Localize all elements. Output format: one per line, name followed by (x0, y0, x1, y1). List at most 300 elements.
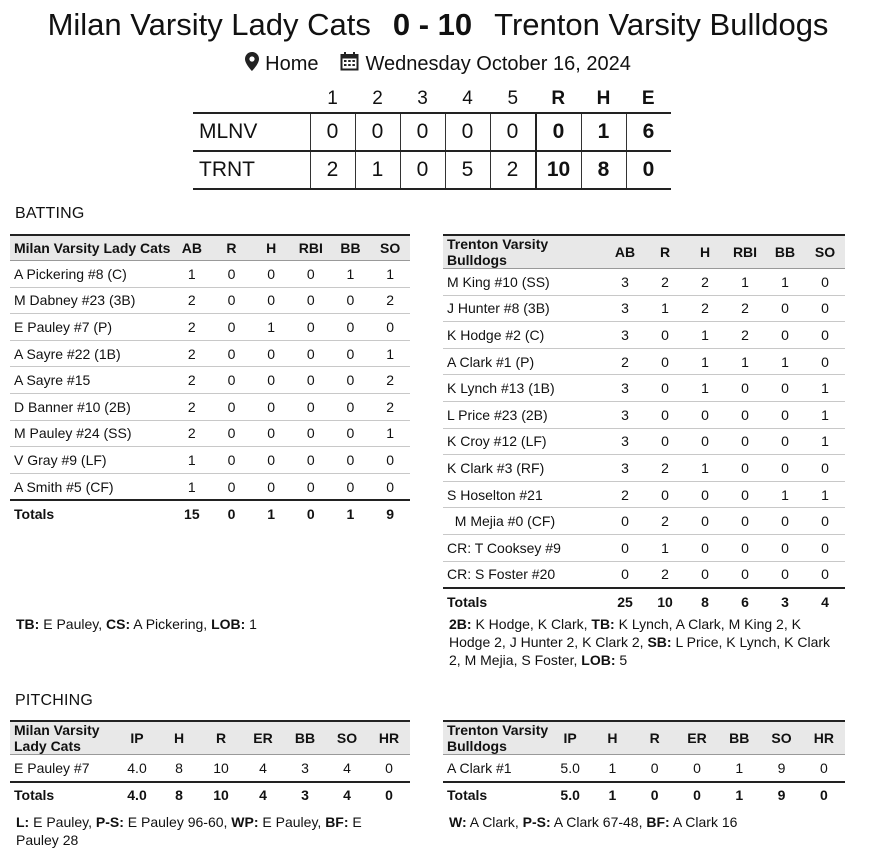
note-key: 2B: (449, 616, 472, 632)
stat-value: 0 (685, 534, 725, 561)
note-value: E Pauley 28 (16, 814, 362, 848)
totals-value: 0 (634, 782, 676, 809)
stat-value: 0 (605, 534, 645, 561)
stat-column-header: HR (368, 721, 410, 755)
stat-value: 0 (805, 561, 845, 588)
stat-value: 0 (725, 375, 765, 402)
hits-header: H (596, 88, 611, 109)
team-name-header: Trenton Varsity Bulldogs (443, 721, 549, 755)
stat-value: 0 (331, 393, 371, 420)
inning-runs: 2 (310, 151, 355, 189)
milan-batting-table (10, 234, 410, 527)
totals-value: 0 (368, 782, 410, 809)
stat-value: 0 (212, 367, 252, 394)
stat-value: 0 (212, 314, 252, 341)
stat-column-header: H (685, 235, 725, 269)
trenton-pitching-notes (449, 813, 845, 831)
stat-value: 0 (765, 455, 805, 482)
note-value: A Clark, (466, 814, 523, 830)
totals-value: 4 (805, 588, 845, 615)
stat-value: 1 (765, 348, 805, 375)
totals-value: 0 (676, 782, 718, 809)
inning-runs: 0 (355, 113, 400, 151)
stat-value: 0 (251, 473, 291, 500)
stat-value: 0 (725, 455, 765, 482)
stat-column-header: BB (284, 721, 326, 755)
totals-value: 4 (326, 782, 368, 809)
stat-value: 0 (291, 420, 331, 447)
stat-value: 0 (805, 269, 845, 296)
stat-column-header: RBI (291, 235, 331, 261)
stat-value: 0 (645, 322, 685, 349)
stat-value: 1 (370, 420, 410, 447)
stat-value: 10 (200, 755, 242, 782)
player-name: M Dabney #23 (3B) (10, 287, 172, 314)
stat-value: 0 (725, 401, 765, 428)
stat-value: 3 (605, 322, 645, 349)
stat-value: 0 (251, 340, 291, 367)
player-row (443, 375, 845, 402)
final-score: 0 - 10 (392, 7, 473, 42)
stat-value: 1 (685, 322, 725, 349)
stat-value: 0 (212, 340, 252, 367)
milan-pitching-notes (16, 813, 406, 849)
stat-value: 5.0 (549, 755, 591, 782)
player-row (443, 322, 845, 349)
note-key: BF: (646, 814, 670, 830)
inning-header: 4 (462, 88, 473, 109)
inning-runs: 0 (310, 113, 355, 151)
player-name: D Banner #10 (2B) (10, 393, 172, 420)
note-value: E Pauley 96-60, (123, 814, 232, 830)
player-row (10, 420, 410, 447)
stat-value: 4 (242, 755, 284, 782)
totals-value: 5.0 (549, 782, 591, 809)
stat-value: 0 (685, 401, 725, 428)
player-name: A Pickering #8 (C) (10, 261, 172, 288)
stat-value: 9 (760, 755, 802, 782)
stat-value: 0 (212, 393, 252, 420)
inning-header: 1 (327, 88, 338, 109)
player-name: M Mejia #0 (CF) (443, 508, 605, 535)
stat-value: 0 (634, 755, 676, 782)
totals-value: 1 (591, 782, 633, 809)
stat-value: 0 (331, 473, 371, 500)
stat-column-header: R (634, 721, 676, 755)
stat-value: 2 (605, 481, 645, 508)
stat-value: 2 (605, 348, 645, 375)
milan-pitching-table (10, 720, 410, 808)
stat-value: 0 (370, 447, 410, 474)
player-name: CR: S Foster #20 (443, 561, 605, 588)
stat-value: 0 (251, 420, 291, 447)
stat-value: 1 (370, 261, 410, 288)
stat-value: 0 (331, 287, 371, 314)
player-name: E Pauley #7 (P) (10, 314, 172, 341)
stat-value: 0 (251, 261, 291, 288)
note-value: A Pickering, (130, 616, 212, 632)
totals-value: 9 (370, 500, 410, 527)
stat-value: 1 (370, 340, 410, 367)
stat-column-header: SO (805, 235, 845, 269)
stat-value: 0 (605, 508, 645, 535)
stat-value: 0 (765, 534, 805, 561)
totals-value: 25 (605, 588, 645, 615)
stat-value: 0 (803, 755, 845, 782)
player-row (10, 473, 410, 500)
stat-value: 0 (765, 375, 805, 402)
stat-value: 1 (591, 755, 633, 782)
stat-column-header: H (251, 235, 291, 261)
line-score-header (193, 86, 671, 113)
player-name: M Pauley #24 (SS) (10, 420, 172, 447)
stat-column-header: BB (765, 235, 805, 269)
stat-column-header: ER (676, 721, 718, 755)
stat-column-header: ER (242, 721, 284, 755)
home-team-name: Milan Varsity Lady Cats (47, 7, 371, 42)
inning-runs: 2 (490, 151, 536, 189)
player-row (443, 481, 845, 508)
player-row (443, 269, 845, 296)
stat-column-header: RBI (725, 235, 765, 269)
player-name: E Pauley #7 (10, 755, 116, 782)
totals-row (10, 500, 410, 527)
player-row (10, 367, 410, 394)
stat-value: 3 (605, 455, 645, 482)
total-hits: 1 (581, 113, 626, 151)
stat-value: 0 (331, 340, 371, 367)
inning-header: 5 (507, 88, 519, 109)
player-row (443, 295, 845, 322)
total-runs: 10 (536, 151, 582, 189)
note-key: TB: (591, 616, 615, 632)
stat-value: 0 (331, 314, 371, 341)
stat-value: 0 (676, 755, 718, 782)
note-key: CS: (106, 616, 131, 632)
player-name: A Clark #1 (P) (443, 348, 605, 375)
stat-value: 0 (370, 314, 410, 341)
stat-value: 0 (212, 261, 252, 288)
stat-value: 0 (725, 534, 765, 561)
stat-column-header: SO (760, 721, 802, 755)
totals-value: 0 (212, 500, 252, 527)
stat-value: 1 (172, 473, 212, 500)
inning-header: 2 (372, 88, 383, 109)
stat-value: 1 (805, 428, 845, 455)
stat-value: 1 (765, 481, 805, 508)
stat-value: 2 (685, 295, 725, 322)
team-name-header: Milan Varsity Lady Cats (10, 235, 172, 261)
stat-value: 2 (685, 269, 725, 296)
player-row (443, 455, 845, 482)
player-name: A Clark #1 (443, 755, 549, 782)
total-hits: 8 (581, 151, 626, 189)
stat-value: 1 (685, 348, 725, 375)
player-row (443, 508, 845, 535)
stat-value: 0 (370, 473, 410, 500)
game-meta (0, 50, 876, 78)
stat-value: 3 (605, 375, 645, 402)
player-row (443, 401, 845, 428)
stat-column-header: R (200, 721, 242, 755)
pitching-section-label: PITCHING (15, 692, 94, 709)
totals-value: 15 (172, 500, 212, 527)
note-key: SB: (647, 634, 672, 650)
stat-value: 0 (685, 508, 725, 535)
note-value: E Pauley, (29, 814, 96, 830)
stat-value: 0 (605, 561, 645, 588)
stat-value: 0 (645, 401, 685, 428)
player-row (443, 561, 845, 588)
stat-column-header: AB (605, 235, 645, 269)
stat-value: 0 (685, 561, 725, 588)
player-name: CR: T Cooksey #9 (443, 534, 605, 561)
stat-column-header: IP (549, 721, 591, 755)
stat-column-header: HR (803, 721, 845, 755)
totals-value: 0 (291, 500, 331, 527)
player-row (443, 534, 845, 561)
stat-value: 2 (370, 367, 410, 394)
note-key: P-S: (522, 814, 551, 830)
totals-value: 4.0 (116, 782, 158, 809)
total-runs: 0 (536, 113, 582, 151)
stat-value: 3 (605, 428, 645, 455)
note-key: P-S: (95, 814, 124, 830)
player-row (10, 393, 410, 420)
stat-value: 0 (645, 428, 685, 455)
map-pin-icon (245, 51, 259, 79)
stat-column-header: SO (370, 235, 410, 261)
team-abbrev: MLNV (199, 120, 258, 143)
stat-value: 0 (805, 295, 845, 322)
note-value: A Clark 67-48, (550, 814, 647, 830)
stat-value: 0 (805, 508, 845, 535)
stat-value: 0 (765, 561, 805, 588)
line-score-row (193, 113, 671, 151)
player-name: A Sayre #22 (1B) (10, 340, 172, 367)
stat-value: 0 (805, 534, 845, 561)
team-name-header: Trenton Varsity Bulldogs (443, 235, 605, 269)
stat-value: 0 (725, 481, 765, 508)
totals-value: 6 (725, 588, 765, 615)
runs-header: R (551, 88, 566, 109)
stat-value: 0 (368, 755, 410, 782)
totals-value: 1 (718, 782, 760, 809)
stat-value: 0 (291, 473, 331, 500)
stat-value: 1 (725, 269, 765, 296)
totals-value: 8 (158, 782, 200, 809)
note-key: W: (449, 814, 467, 830)
stat-value: 1 (172, 261, 212, 288)
stat-column-header: BB (331, 235, 371, 261)
player-name: V Gray #9 (LF) (10, 447, 172, 474)
stat-value: 0 (765, 428, 805, 455)
inning-runs: 0 (490, 113, 536, 151)
stat-value: 1 (805, 481, 845, 508)
stat-value: 2 (172, 367, 212, 394)
note-key: BF: (325, 814, 349, 830)
stat-value: 0 (251, 367, 291, 394)
stat-value: 1 (685, 375, 725, 402)
date-text: Wednesday October 16, 2024 (365, 53, 631, 75)
stat-value: 0 (765, 295, 805, 322)
stat-value: 1 (765, 269, 805, 296)
stat-value: 2 (370, 393, 410, 420)
note-key: TB: (16, 616, 40, 632)
stat-value: 0 (212, 420, 252, 447)
note-value: A Clark 16 (669, 814, 738, 830)
table-header-row (443, 235, 845, 269)
stat-value: 0 (291, 314, 331, 341)
player-row (10, 755, 410, 782)
stat-value: 2 (172, 314, 212, 341)
note-value: K Hodge, K Clark, (471, 616, 592, 632)
trenton-pitching-table (443, 720, 845, 808)
stat-value: 0 (725, 561, 765, 588)
stat-column-header: AB (172, 235, 212, 261)
totals-value: 10 (645, 588, 685, 615)
stat-value: 1 (685, 455, 725, 482)
player-row (443, 755, 845, 782)
calendar-icon (340, 51, 359, 79)
totals-value: 0 (803, 782, 845, 809)
stat-value: 1 (805, 375, 845, 402)
note-key: WP: (231, 814, 259, 830)
stat-value: 0 (291, 340, 331, 367)
player-name: L Price #23 (2B) (443, 401, 605, 428)
stat-value: 0 (331, 447, 371, 474)
stat-value: 1 (645, 534, 685, 561)
stat-column-header: SO (326, 721, 368, 755)
stat-value: 0 (291, 287, 331, 314)
stat-value: 0 (685, 428, 725, 455)
player-name: S Hoselton #21 (443, 481, 605, 508)
stat-value: 0 (212, 287, 252, 314)
stat-value: 2 (725, 295, 765, 322)
stat-value: 1 (645, 295, 685, 322)
stat-value: 2 (172, 287, 212, 314)
errors-header: E (641, 88, 655, 109)
stat-column-header: H (158, 721, 200, 755)
stat-value: 3 (605, 401, 645, 428)
inning-runs: 5 (445, 151, 490, 189)
stat-value: 0 (291, 367, 331, 394)
player-name: M King #10 (SS) (443, 269, 605, 296)
inning-runs: 1 (355, 151, 400, 189)
stat-value: 0 (765, 401, 805, 428)
stat-value: 0 (805, 455, 845, 482)
trenton-batting-table (443, 234, 845, 615)
stat-column-header: IP (116, 721, 158, 755)
stat-value: 2 (172, 393, 212, 420)
inning-runs: 0 (445, 113, 490, 151)
totals-row (443, 782, 845, 809)
note-value: L Price, K Lynch, K Clark 2, M Mejia, S Foster, (449, 634, 831, 668)
milan-batting-notes (16, 615, 396, 633)
stat-value: 0 (805, 348, 845, 375)
player-row (10, 314, 410, 341)
totals-value: 3 (765, 588, 805, 615)
note-key: LOB: (581, 652, 616, 668)
stat-value: 0 (331, 367, 371, 394)
totals-row (10, 782, 410, 809)
player-name: A Sayre #15 (10, 367, 172, 394)
inning-runs: 0 (400, 113, 445, 151)
stat-value: 1 (251, 314, 291, 341)
stat-value: 2 (645, 508, 685, 535)
inning-runs: 0 (400, 151, 445, 189)
location-text: Home (265, 53, 319, 75)
player-row (10, 447, 410, 474)
stat-value: 1 (718, 755, 760, 782)
stat-value: 0 (805, 322, 845, 349)
player-name: K Clark #3 (RF) (443, 455, 605, 482)
totals-value: 1 (331, 500, 371, 527)
stat-value: 2 (645, 269, 685, 296)
stat-value: 0 (291, 261, 331, 288)
stat-value: 0 (725, 428, 765, 455)
stat-value: 0 (725, 508, 765, 535)
table-header-row (443, 721, 845, 755)
inning-header: 3 (417, 88, 428, 109)
stat-value: 3 (605, 269, 645, 296)
totals-value: 9 (760, 782, 802, 809)
stat-value: 1 (805, 401, 845, 428)
totals-row (443, 588, 845, 615)
batting-section-label: BATTING (15, 205, 85, 222)
stat-value: 2 (370, 287, 410, 314)
stat-value: 4 (326, 755, 368, 782)
stat-column-header: R (645, 235, 685, 269)
stat-value: 0 (291, 447, 331, 474)
stat-column-header: BB (718, 721, 760, 755)
totals-label: Totals (10, 500, 172, 527)
stat-value: 2 (645, 455, 685, 482)
totals-value: 10 (200, 782, 242, 809)
stat-value: 0 (212, 473, 252, 500)
line-score-table (193, 86, 671, 190)
stat-value: 3 (605, 295, 645, 322)
totals-label: Totals (10, 782, 116, 809)
stat-value: 1 (172, 447, 212, 474)
player-name: A Smith #5 (CF) (10, 473, 172, 500)
table-header-row (10, 235, 410, 261)
stat-value: 0 (212, 447, 252, 474)
player-row (443, 348, 845, 375)
stat-value: 0 (291, 393, 331, 420)
trenton-batting-notes (449, 615, 845, 669)
note-key: L: (16, 814, 30, 830)
player-row (443, 428, 845, 455)
player-name: K Croy #12 (LF) (443, 428, 605, 455)
total-errors: 6 (626, 113, 671, 151)
note-key: LOB: (211, 616, 246, 632)
stat-value: 3 (284, 755, 326, 782)
totals-value: 4 (242, 782, 284, 809)
player-row (10, 287, 410, 314)
totals-label: Totals (443, 782, 549, 809)
stat-value: 2 (645, 561, 685, 588)
stat-value: 0 (765, 508, 805, 535)
away-team-name: Trenton Varsity Bulldogs (494, 7, 829, 42)
team-abbrev: TRNT (199, 158, 255, 181)
table-header-row (10, 721, 410, 755)
stat-column-header: H (591, 721, 633, 755)
note-value: K Lynch, A Clark, M King 2, K Hodge 2, J Hunter 2, K Clark 2, (449, 616, 801, 650)
note-value: E Pauley, (39, 616, 106, 632)
line-score-row (193, 151, 671, 189)
stat-value: 0 (685, 481, 725, 508)
